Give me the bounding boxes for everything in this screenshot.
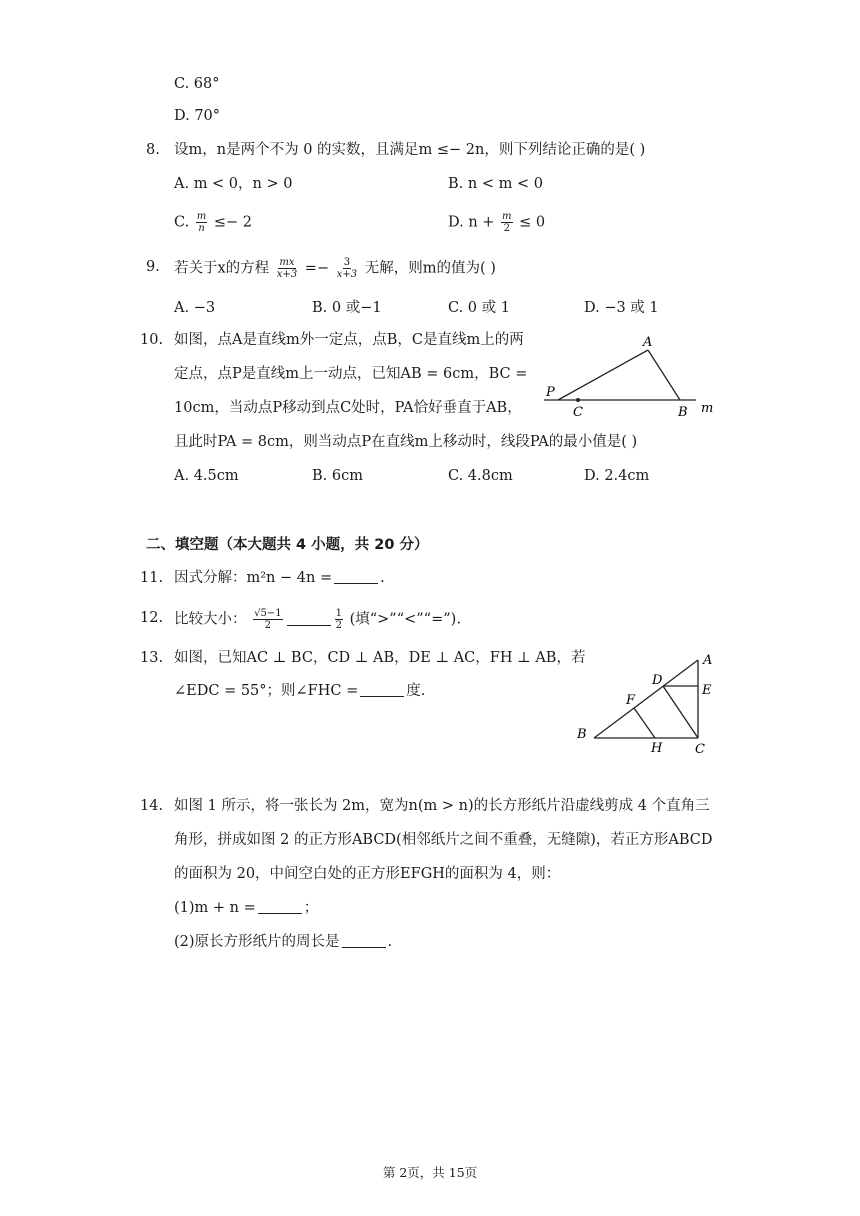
q10-line-3: 10cm，当动点P移动到点C处时，PA恰好垂直于AB， — [174, 400, 522, 416]
q9-stem-end: 无解，则m的值为( ) — [364, 260, 496, 277]
q13-line-2-tail: 度. — [406, 683, 426, 699]
q8-option-a: A. m < 0，n > 0 — [174, 176, 293, 192]
q8-number: 8. — [146, 142, 160, 158]
q14-sub-1-text: (1)m + n = — [174, 900, 256, 916]
q13-figure — [574, 646, 724, 758]
q10-label-p: P — [546, 385, 555, 400]
q9-fraction-2-denominator: x+3 — [336, 269, 358, 280]
q13-segment-cd — [663, 686, 698, 738]
q8-option-c-tail: ≤− 2 — [213, 214, 253, 231]
q10-figure — [540, 330, 725, 420]
q7-option-d: D. 70° — [174, 108, 221, 124]
q12-fraction-1 — [253, 608, 282, 631]
q12-label: 比较大小： — [174, 611, 247, 628]
q8-option-d — [448, 211, 545, 234]
q8-option-d-label: D. n + — [448, 214, 495, 231]
q12-fraction-1-denominator: 2 — [264, 620, 272, 631]
q10-option-a: A. 4.5cm — [174, 468, 239, 484]
q10-line-2: 定点，点P是直线m上一动点，已知AB = 6cm，BC = — [174, 366, 528, 382]
q9-fraction-2 — [336, 257, 358, 280]
q14-sub-1 — [174, 898, 318, 918]
q9-fraction-1-denominator: x+3 — [276, 269, 298, 280]
q8-option-c-denominator: n — [198, 223, 205, 234]
q13-number: 13. — [140, 650, 164, 666]
q13-label-e: E — [702, 683, 712, 698]
q13-label-f: F — [626, 693, 636, 708]
q8-option-c-fraction — [196, 211, 207, 234]
q14-sub-1-tail: ； — [303, 900, 319, 916]
q13-answer-blank[interactable] — [360, 682, 404, 697]
q14-sub-2-blank[interactable] — [342, 933, 386, 948]
q12-text — [174, 608, 461, 631]
q9-number: 9. — [146, 259, 160, 275]
q13-segment-fh — [634, 708, 655, 738]
q12-fraction-1-numerator: √5−1 — [254, 608, 282, 619]
q9-fraction-1 — [276, 257, 298, 280]
q12-fraction-2-denominator: 2 — [335, 620, 342, 631]
q10-point-c — [576, 398, 580, 402]
q9-option-d: D. −3 或 1 — [584, 300, 659, 316]
section-2-title: 二、填空题（本大题共 4 小题，共 20 分） — [146, 537, 429, 553]
q12-number: 12. — [140, 610, 164, 626]
q8-option-d-denominator: 2 — [503, 223, 510, 234]
q12-answer-blank[interactable] — [287, 611, 331, 626]
q13-label-b: B — [577, 727, 587, 742]
q11-tail: . — [380, 570, 385, 586]
q8-option-d-fraction — [501, 211, 512, 234]
q13-line-1: 如图，已知AC ⊥ BC，CD ⊥ AB，DE ⊥ AC，FH ⊥ AB，若 — [174, 650, 586, 666]
q10-label-c: C — [573, 405, 583, 420]
q11-text — [174, 568, 385, 588]
q13-label-c: C — [695, 742, 705, 757]
q9-option-b: B. 0 或−1 — [312, 300, 382, 316]
q12-fraction-2-numerator: 1 — [335, 608, 342, 619]
q8-option-c-numerator: m — [196, 211, 207, 222]
q10-line-4: 且此时PA = 8cm，则当动点P在直线m上移动时，线段PA的最小值是( ) — [174, 434, 638, 450]
q9-stem-start: 若关于x的方程 — [174, 260, 270, 277]
q9-fraction-1-numerator: mx — [279, 257, 295, 268]
q10-segment-ab — [648, 350, 680, 400]
q10-label-b: B — [678, 405, 688, 420]
q14-sub-2-tail: . — [387, 934, 393, 950]
q13-label-d: D — [652, 673, 663, 688]
q8-option-d-numerator: m — [502, 211, 512, 222]
q10-label-m: m — [701, 401, 714, 416]
q10-line-1: 如图，点A是直线m外一定点，点B，C是直线m上的两 — [174, 332, 524, 348]
q10-label-a: A — [643, 335, 653, 350]
q9-stem — [174, 257, 496, 280]
q11-expression: 因式分解：m²n − 4n = — [174, 570, 333, 586]
q9-equals: =− — [304, 260, 330, 277]
q10-option-b: B. 6cm — [312, 468, 363, 484]
q9-option-c: C. 0 或 1 — [448, 300, 510, 316]
q13-label-a: A — [703, 653, 713, 668]
q14-sub-1-blank[interactable] — [258, 899, 302, 914]
q11-answer-blank[interactable] — [334, 569, 378, 584]
q8-option-d-tail: ≤ 0 — [519, 214, 546, 231]
q10-segment-pa — [558, 350, 648, 400]
q8-option-b: B. n < m < 0 — [448, 176, 543, 192]
q14-line-1: 如图 1 所示，将一张长为 2m，宽为n(m > n)的长方形纸片沿虚线剪成 4 个直角三 — [174, 798, 710, 814]
q8-option-c — [174, 211, 252, 234]
q12-fraction-2 — [335, 608, 343, 631]
page-footer: 第 2页，共 15页 — [382, 1165, 478, 1180]
q14-sub-2 — [174, 932, 392, 952]
q12-tail: (填“>”“<”“=”). — [349, 611, 461, 628]
q9-option-a: A. −3 — [174, 300, 216, 316]
q13-label-h: H — [651, 741, 663, 756]
q14-number: 14. — [140, 798, 164, 814]
q10-option-d: D. 2.4cm — [584, 468, 650, 484]
q14-line-2: 角形，拼成如图 2 的正方形ABCD(相邻纸片之间不重叠，无缝隙)，若正方形ABCD — [174, 832, 713, 848]
q14-sub-2-text: (2)原长方形纸片的周长是 — [174, 934, 340, 950]
q11-number: 11. — [140, 570, 164, 586]
q8-option-c-label: C. — [174, 214, 190, 231]
q13-line-2-text: ∠EDC = 55°；则∠FHC = — [174, 683, 359, 699]
q8-stem: 设m，n是两个不为 0 的实数，且满足m ≤− 2n，则下列结论正确的是( ) — [174, 142, 646, 158]
q14-line-3: 的面积为 20，中间空白处的正方形EFGH的面积为 4，则： — [174, 866, 561, 882]
q10-number: 10. — [140, 332, 164, 348]
q10-option-c: C. 4.8cm — [448, 468, 513, 484]
q13-line-2 — [174, 681, 425, 701]
q13-segment-ab — [594, 660, 698, 738]
q7-option-c: C. 68° — [174, 76, 220, 92]
q9-fraction-2-numerator: 3 — [343, 257, 351, 268]
